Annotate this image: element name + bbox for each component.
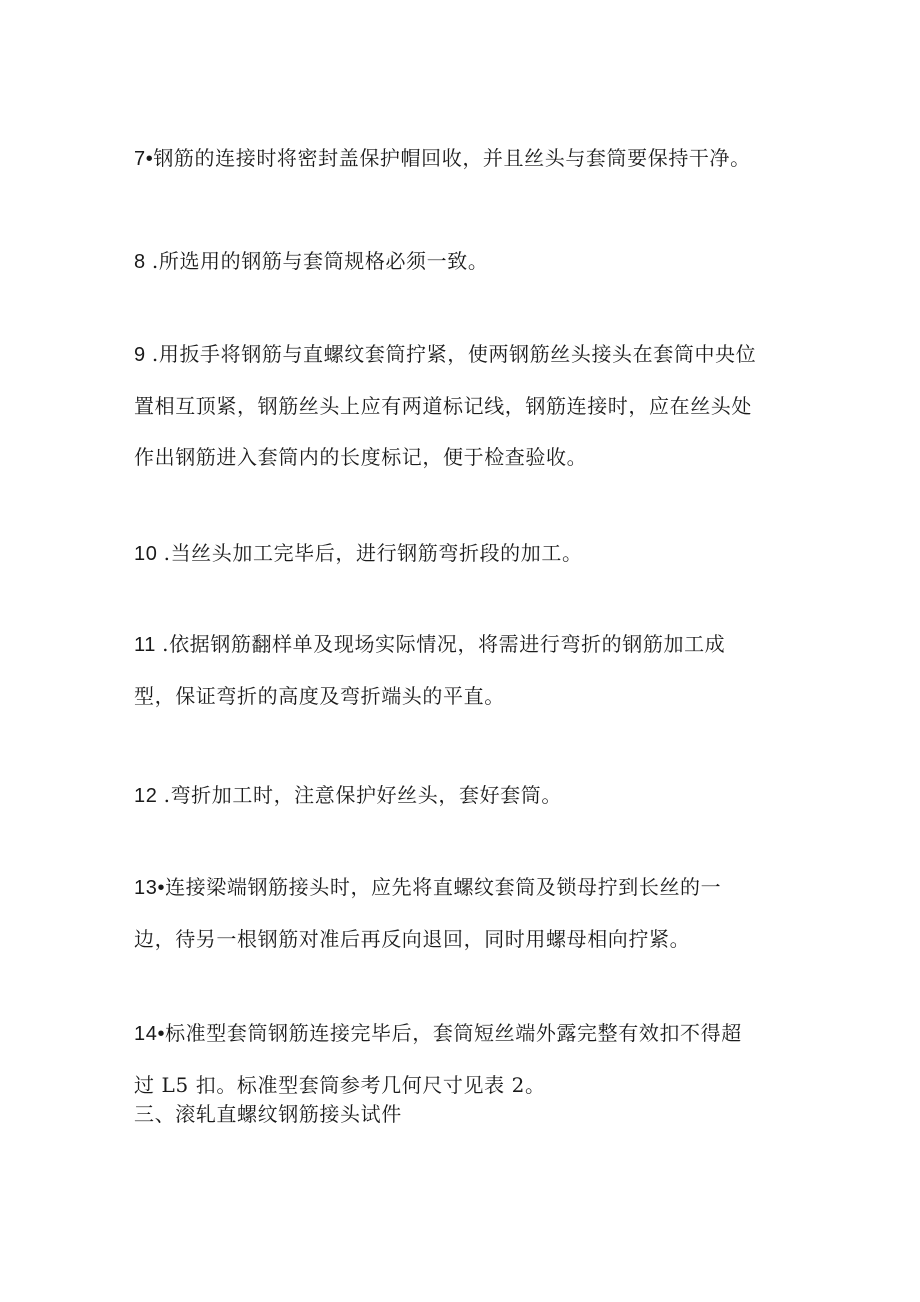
paragraph-line: 边，待另一根钢筋对准后再反向退回，同时用螺母相向拧紧。 [134,927,691,951]
paragraph-line: .用扳手将钢筋与直螺纹套筒拧紧，使两钢筋丝头接头在套筒中央位 [151,342,757,366]
item-number: 7• [134,148,154,170]
item-number: 11 [134,634,163,656]
item-number: 8 [134,251,152,273]
section-heading: 三、滚轧直螺纹钢筋接头试件 [134,1102,402,1126]
paragraph-item-7 [134,133,794,185]
paragraph-line: 型，保证弯折的高度及弯折端头的平直。 [134,684,505,708]
paragraph-line: 作出钢筋进入套筒内的长度标记，便于检查验收。 [134,445,588,469]
paragraph-line: .当丝头加工完毕后，进行钢筋弯折段的加工。 [163,541,583,565]
paragraph-line: 置相互顶紧，钢筋丝头上应有两道标记线，钢筋连接时，应在丝头处 [134,394,752,418]
paragraph-line: 标准型套筒钢筋连接完毕后，套筒短丝端外露完整有效扣不得超 [165,1021,742,1045]
paragraph-item-10 [134,528,794,580]
item-number: 13• [134,877,166,899]
item-number: 10 [134,543,164,565]
item-number: 14• [134,1023,166,1045]
paragraph-line: .所选用的钢筋与套筒规格必须一致。 [151,249,489,273]
paragraph-item-11 [134,619,794,722]
paragraph-item-13 [134,862,794,965]
paragraph-line: 过 L5 扣。标准型套筒参考几何尺寸见表 2。 [134,1073,546,1097]
paragraph-item-8 [134,236,794,288]
paragraph-item-9 [134,329,794,483]
paragraph-item-14 [134,1008,794,1111]
item-number: 9 [134,344,152,366]
paragraph-line: 钢筋的连接时将密封盖保护帽回收，并且丝头与套筒要保持干净。 [153,146,751,170]
paragraph-item-12 [134,770,794,822]
paragraph-line: .依据钢筋翻样单及现场实际情况，将需进行弯折的钢筋加工成 [162,632,726,656]
item-number: 12 [134,785,164,807]
paragraph-line: .弯折加工时，注意保护好丝头，套好套筒。 [163,783,562,807]
paragraph-line: 连接梁端钢筋接头时，应先将直螺纹套筒及锁母拧到长丝的一 [165,875,722,899]
